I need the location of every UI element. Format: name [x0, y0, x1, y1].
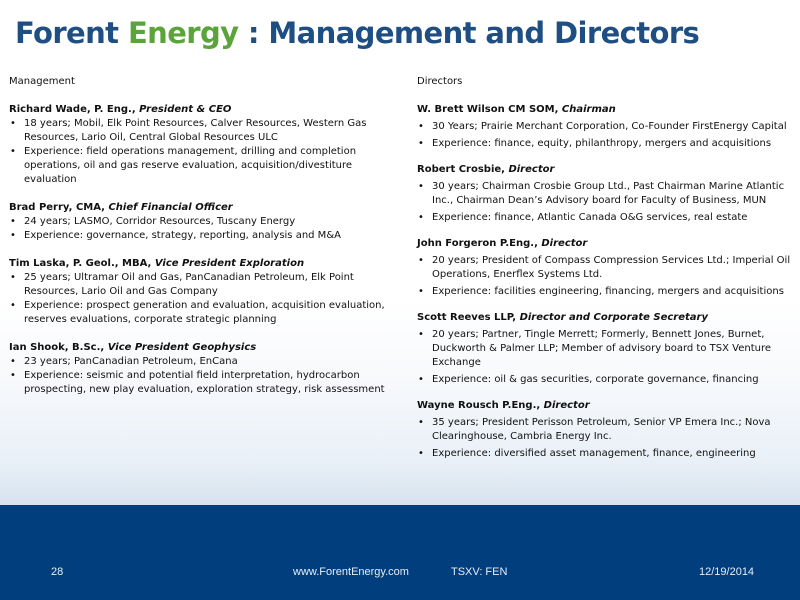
footer-date: 12/19/2014 [699, 566, 755, 578]
person-name-line [9, 257, 389, 271]
directors-heading: Directors [417, 76, 463, 87]
person-scott-reeves [417, 311, 792, 387]
person-name: Robert Crosbie, [417, 164, 509, 175]
person-ian-shook [9, 341, 389, 397]
footer-url: www.ForentEnergy.com [293, 566, 409, 578]
bullet-list [9, 355, 389, 397]
title-energy: Energy [127, 16, 239, 50]
person-name: Ian Shook, B.Sc., [9, 342, 108, 353]
list-item: • Experience: seismic and potential field interpretation, hydrocarbon prospecting, new play evaluation, exploration strategy, risk assessment [9, 369, 389, 397]
person-name-line [9, 103, 389, 117]
list-item: • Experience: finance, equity, philanthropy, mergers and acquisitions [417, 137, 792, 151]
person-richard-wade [9, 103, 389, 187]
person-name-line [417, 163, 792, 177]
person-name-line [417, 237, 792, 251]
person-role: Director [543, 400, 590, 411]
person-name-line [9, 201, 389, 215]
list-item: • 20 years; Partner, Tingle Merrett; Formerly, Bennett Jones, Burnet, Duckworth & Palmer LLP; Member of advisory board to TSX Venture Exchange [417, 328, 792, 370]
list-item: • 24 years; LASMO, Corridor Resources, Tuscany Energy [9, 215, 389, 229]
person-role: Vice President Geophysics [107, 342, 257, 353]
list-item: • Experience: finance, Atlantic Canada O&G services, real estate [417, 211, 792, 225]
footer-ticker: TSXV: FEN [451, 566, 508, 578]
bullet-list [417, 328, 792, 387]
person-name: Richard Wade, P. Eng., [9, 104, 140, 115]
list-item: • Experience: diversified asset management, finance, engineering [417, 447, 792, 461]
person-role: President & CEO [139, 104, 232, 115]
person-name-line [417, 311, 792, 325]
list-item: • 23 years; PanCanadian Petroleum, EnCana [9, 355, 389, 369]
person-name-line [9, 341, 389, 355]
list-item: • 18 years; Mobil, Elk Point Resources, Calver Resources, Western Gas Resources, Lario Oil, Central Global Resources ULC [9, 117, 389, 145]
list-item: • Experience: field operations management, drilling and completion operations, oil and gas reserve evaluation, acquisition/divestiture evaluation [9, 145, 389, 187]
bullet-list [417, 180, 792, 225]
person-name: Wayne Rousch P.Eng., [417, 400, 544, 411]
bullet-list [417, 416, 792, 461]
list-item: • 30 years; Chairman Crosbie Group Ltd., Past Chairman Marine Atlantic Inc., Chairman Dean’s Advisory board for Faculty of Business, MUN [417, 180, 792, 208]
person-role: Chief Financial Officer [108, 202, 233, 213]
person-name: Scott Reeves LLP, [417, 312, 520, 323]
footer-bar [0, 505, 800, 600]
list-item: • Experience: oil & gas securities, corporate governance, financing [417, 373, 792, 387]
person-role: Chairman [561, 104, 616, 115]
person-wayne-rousch [417, 399, 792, 461]
person-name: John Forgeron P.Eng., [417, 238, 542, 249]
list-item: • 20 years; President of Compass Compression Services Ltd.; Imperial Oil Operations, Enerflex Systems Ltd. [417, 254, 792, 282]
title-forent: Forent [15, 16, 128, 50]
person-name: Tim Laska, P. Geol., MBA, [9, 258, 155, 269]
person-role: Vice President Exploration [154, 258, 305, 269]
list-item: • 25 years; Ultramar Oil and Gas, PanCanadian Petroleum, Elk Point Resources, Lario Oil and Gas Company [9, 271, 389, 299]
slide-title [15, 16, 699, 50]
list-item: • Experience: facilities engineering, financing, mergers and acquisitions [417, 285, 792, 299]
bullet-list [417, 120, 792, 151]
management-column [9, 75, 389, 411]
person-name: W. Brett Wilson CM SOM, [417, 104, 562, 115]
person-john-forgeron [417, 237, 792, 299]
list-item: • Experience: prospect generation and evaluation, acquisition evaluation, reserves evaluations, corporate strategic planning [9, 299, 389, 327]
person-name: Brad Perry, CMA, [9, 202, 109, 213]
page-number: 28 [51, 566, 64, 578]
list-item: • 30 Years; Prairie Merchant Corporation, Co-Founder FirstEnergy Capital [417, 120, 792, 134]
list-item: • 35 years; President Perisson Petroleum, Senior VP Emera Inc.; Nova Clearinghouse, Cambria Energy Inc. [417, 416, 792, 444]
bullet-list [9, 215, 389, 243]
person-brad-perry [9, 201, 389, 243]
bullet-list [417, 254, 792, 299]
person-name-line [417, 103, 792, 117]
bullet-list [9, 271, 389, 327]
person-brett-wilson [417, 103, 792, 151]
management-heading: Management [9, 76, 75, 87]
bullet-list [9, 117, 389, 187]
person-role: Director [541, 238, 588, 249]
person-role: Director [508, 164, 555, 175]
list-item: • Experience: governance, strategy, reporting, analysis and M&A [9, 229, 389, 243]
person-robert-crosbie [417, 163, 792, 225]
title-rest: : Management and Directors [238, 16, 700, 50]
person-name-line [417, 399, 792, 413]
person-tim-laska [9, 257, 389, 327]
directors-column [417, 75, 792, 473]
person-role: Director and Corporate Secretary [519, 312, 708, 323]
